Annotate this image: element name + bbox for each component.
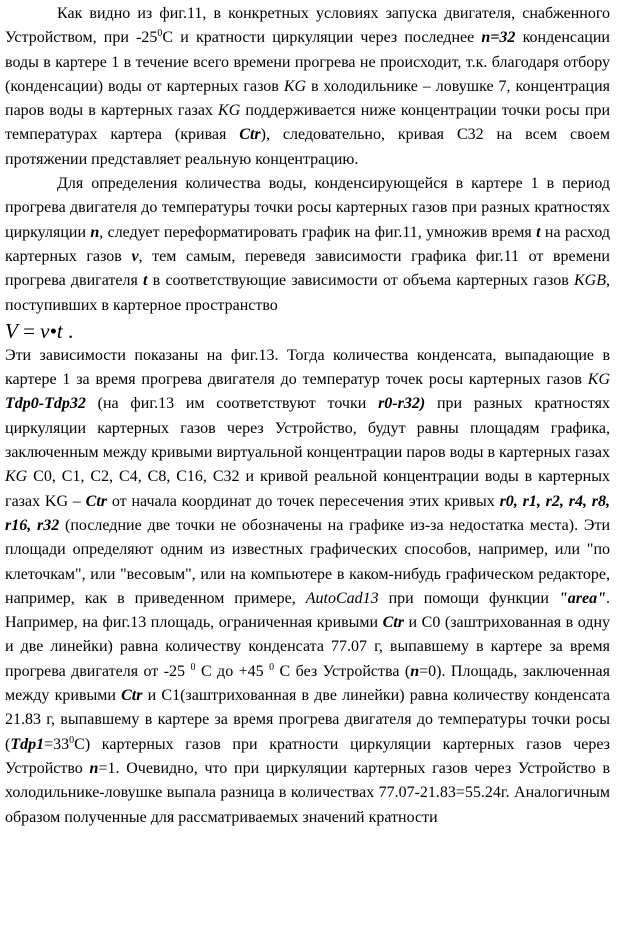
text-run: в холодильнике – ловушке 7, концентрация паров воды в картерных газах	[5, 77, 611, 120]
text-run: Ctr	[382, 614, 405, 632]
text-run: n	[410, 662, 420, 680]
text-run: Ctr	[239, 126, 261, 144]
text-run: KG	[587, 371, 610, 389]
text-run: Для определения количества воды, конденсирующейся в картере 1 в период прогрева двигателя до температуры точки росы картерных газов при разных кратностях циркуляции	[5, 175, 610, 241]
formula-rhs: v•t	[40, 318, 63, 343]
text-run: =0). Площадь, заключенная между кривыми	[5, 662, 611, 705]
text-run: конденсации воды в картере 1 в течение всего времени прогрева не происходит, т.к. благодаря отбору (конденсации) воды от картерных газов	[5, 29, 610, 95]
text-run: на расход картерных газов	[5, 223, 610, 265]
text-run: Tdp0-Tdp32	[5, 395, 86, 413]
text-run: С до +45	[195, 662, 270, 680]
text-run: С0, С1, С2, С4, С8, С16, С32 и кривой реальной концентрации воды в картерных газах KG –	[5, 468, 610, 510]
paragraph-3	[5, 344, 610, 830]
text-run: t	[143, 272, 148, 290]
formula-tail: .	[62, 318, 74, 343]
text-run: KGB	[574, 272, 606, 290]
text-run: v	[131, 247, 139, 265]
text-run: , тем самым, переведя зависимости графика фиг.11 от времени прогрева двигателя	[5, 247, 610, 290]
text-run: С) картерных газов при кратности циркуляции картерных газов через Устройство	[5, 735, 610, 777]
text-run: при разных кратностях циркуляции картерных газов через Устройство, будут равны площадям графика, заключенным между кривыми виртуальной концентрации паров воды в картерных газах	[5, 395, 611, 462]
formula-operator: =	[17, 318, 41, 343]
paragraph-2	[5, 172, 610, 318]
text-run: 0	[157, 28, 163, 40]
text-run: Ctr	[85, 492, 108, 510]
text-run: в соответствующие зависимости от объема картерных газов	[147, 272, 574, 290]
text-run: KG	[283, 77, 307, 95]
text-run: t	[536, 223, 541, 241]
formula	[5, 318, 610, 344]
text-run: С и кратности циркуляции через последнее	[162, 29, 482, 47]
text-run: , поступивших в картерное пространство	[5, 272, 610, 314]
text-run: AutoCad13	[305, 589, 379, 607]
text-run: Эти зависимости показаны на фиг.13. Тогда количества конденсата, выпадающие в картере 1 за время прогрева двигателя до температур точек росы картерных газов	[5, 346, 610, 389]
text-run: поддерживается ниже концентрации точки росы при температурах картера (кривая	[5, 102, 611, 144]
text-run: С без Устройства (	[274, 662, 411, 680]
text-run: Tdp1	[10, 735, 45, 753]
text-run: (на фиг.13 им соответствуют точки	[85, 395, 379, 413]
paragraph-1	[5, 2, 610, 172]
text-run: и С1(заштрихованная в две линейки) равна количеству конденсата 21.83 г, выпавшему в картере за время прогрева двигателя до температуры точки росы (	[5, 687, 610, 753]
text-run: 0	[190, 661, 196, 673]
text-run: KG	[5, 468, 28, 486]
text-run: =1. Очевидно, что при циркуляции картерных газов через Устройство в холодильнике-ловушке выпала разница в количествах 77.07-21.83=55.24г. Аналогичным образом полученные для рассматриваемых значений кратности	[5, 759, 611, 826]
text-run: r0-r32)	[378, 395, 426, 413]
text-run: (последние две точки не обозначены на графике из-за недостатка места). Эти площади определяют одним из известных графических способов, например, или "по клеточкам", или "весовым", или на компьютере в каком-нибудь графическом редакторе, например, как в приведенном примере,	[5, 516, 611, 607]
text-run: n	[89, 759, 99, 777]
text-run: KG	[218, 102, 241, 120]
formula-lhs: V	[5, 318, 18, 343]
text-run: 0	[269, 661, 275, 673]
text-run: и С0 (заштрихованная в одну и две линейки) равна количеству конденсата 77.07 г, выпавшему в картере за время прогрева двигателя от -25	[5, 614, 611, 680]
text-run: ), следовательно, кривая С32 на всем своем протяжении представляет реальную концентрацию.	[5, 126, 610, 168]
text-run: от начала координат до точек пересечения этих кривых	[107, 492, 500, 510]
text-run: Ctr	[121, 687, 143, 705]
text-run: n	[90, 223, 100, 241]
text-run: 0	[69, 734, 75, 746]
text-run: Как видно из фиг.11, в конкретных условиях запуска двигателя, снабженного Устройством, при -25	[5, 5, 610, 47]
text-run: r0, r1, r2, r4, r8, r16, r32	[5, 492, 610, 534]
text-run: "area"	[558, 589, 606, 607]
text-run: при помощи функции	[378, 589, 559, 607]
text-run: . Например, на фиг.13 площадь, ограниченная кривыми	[5, 589, 610, 632]
text-run: n=32	[481, 29, 516, 47]
text-run: , следует переформатировать график на фиг.11, умножив время	[99, 223, 537, 241]
text-run: =33	[44, 735, 70, 753]
